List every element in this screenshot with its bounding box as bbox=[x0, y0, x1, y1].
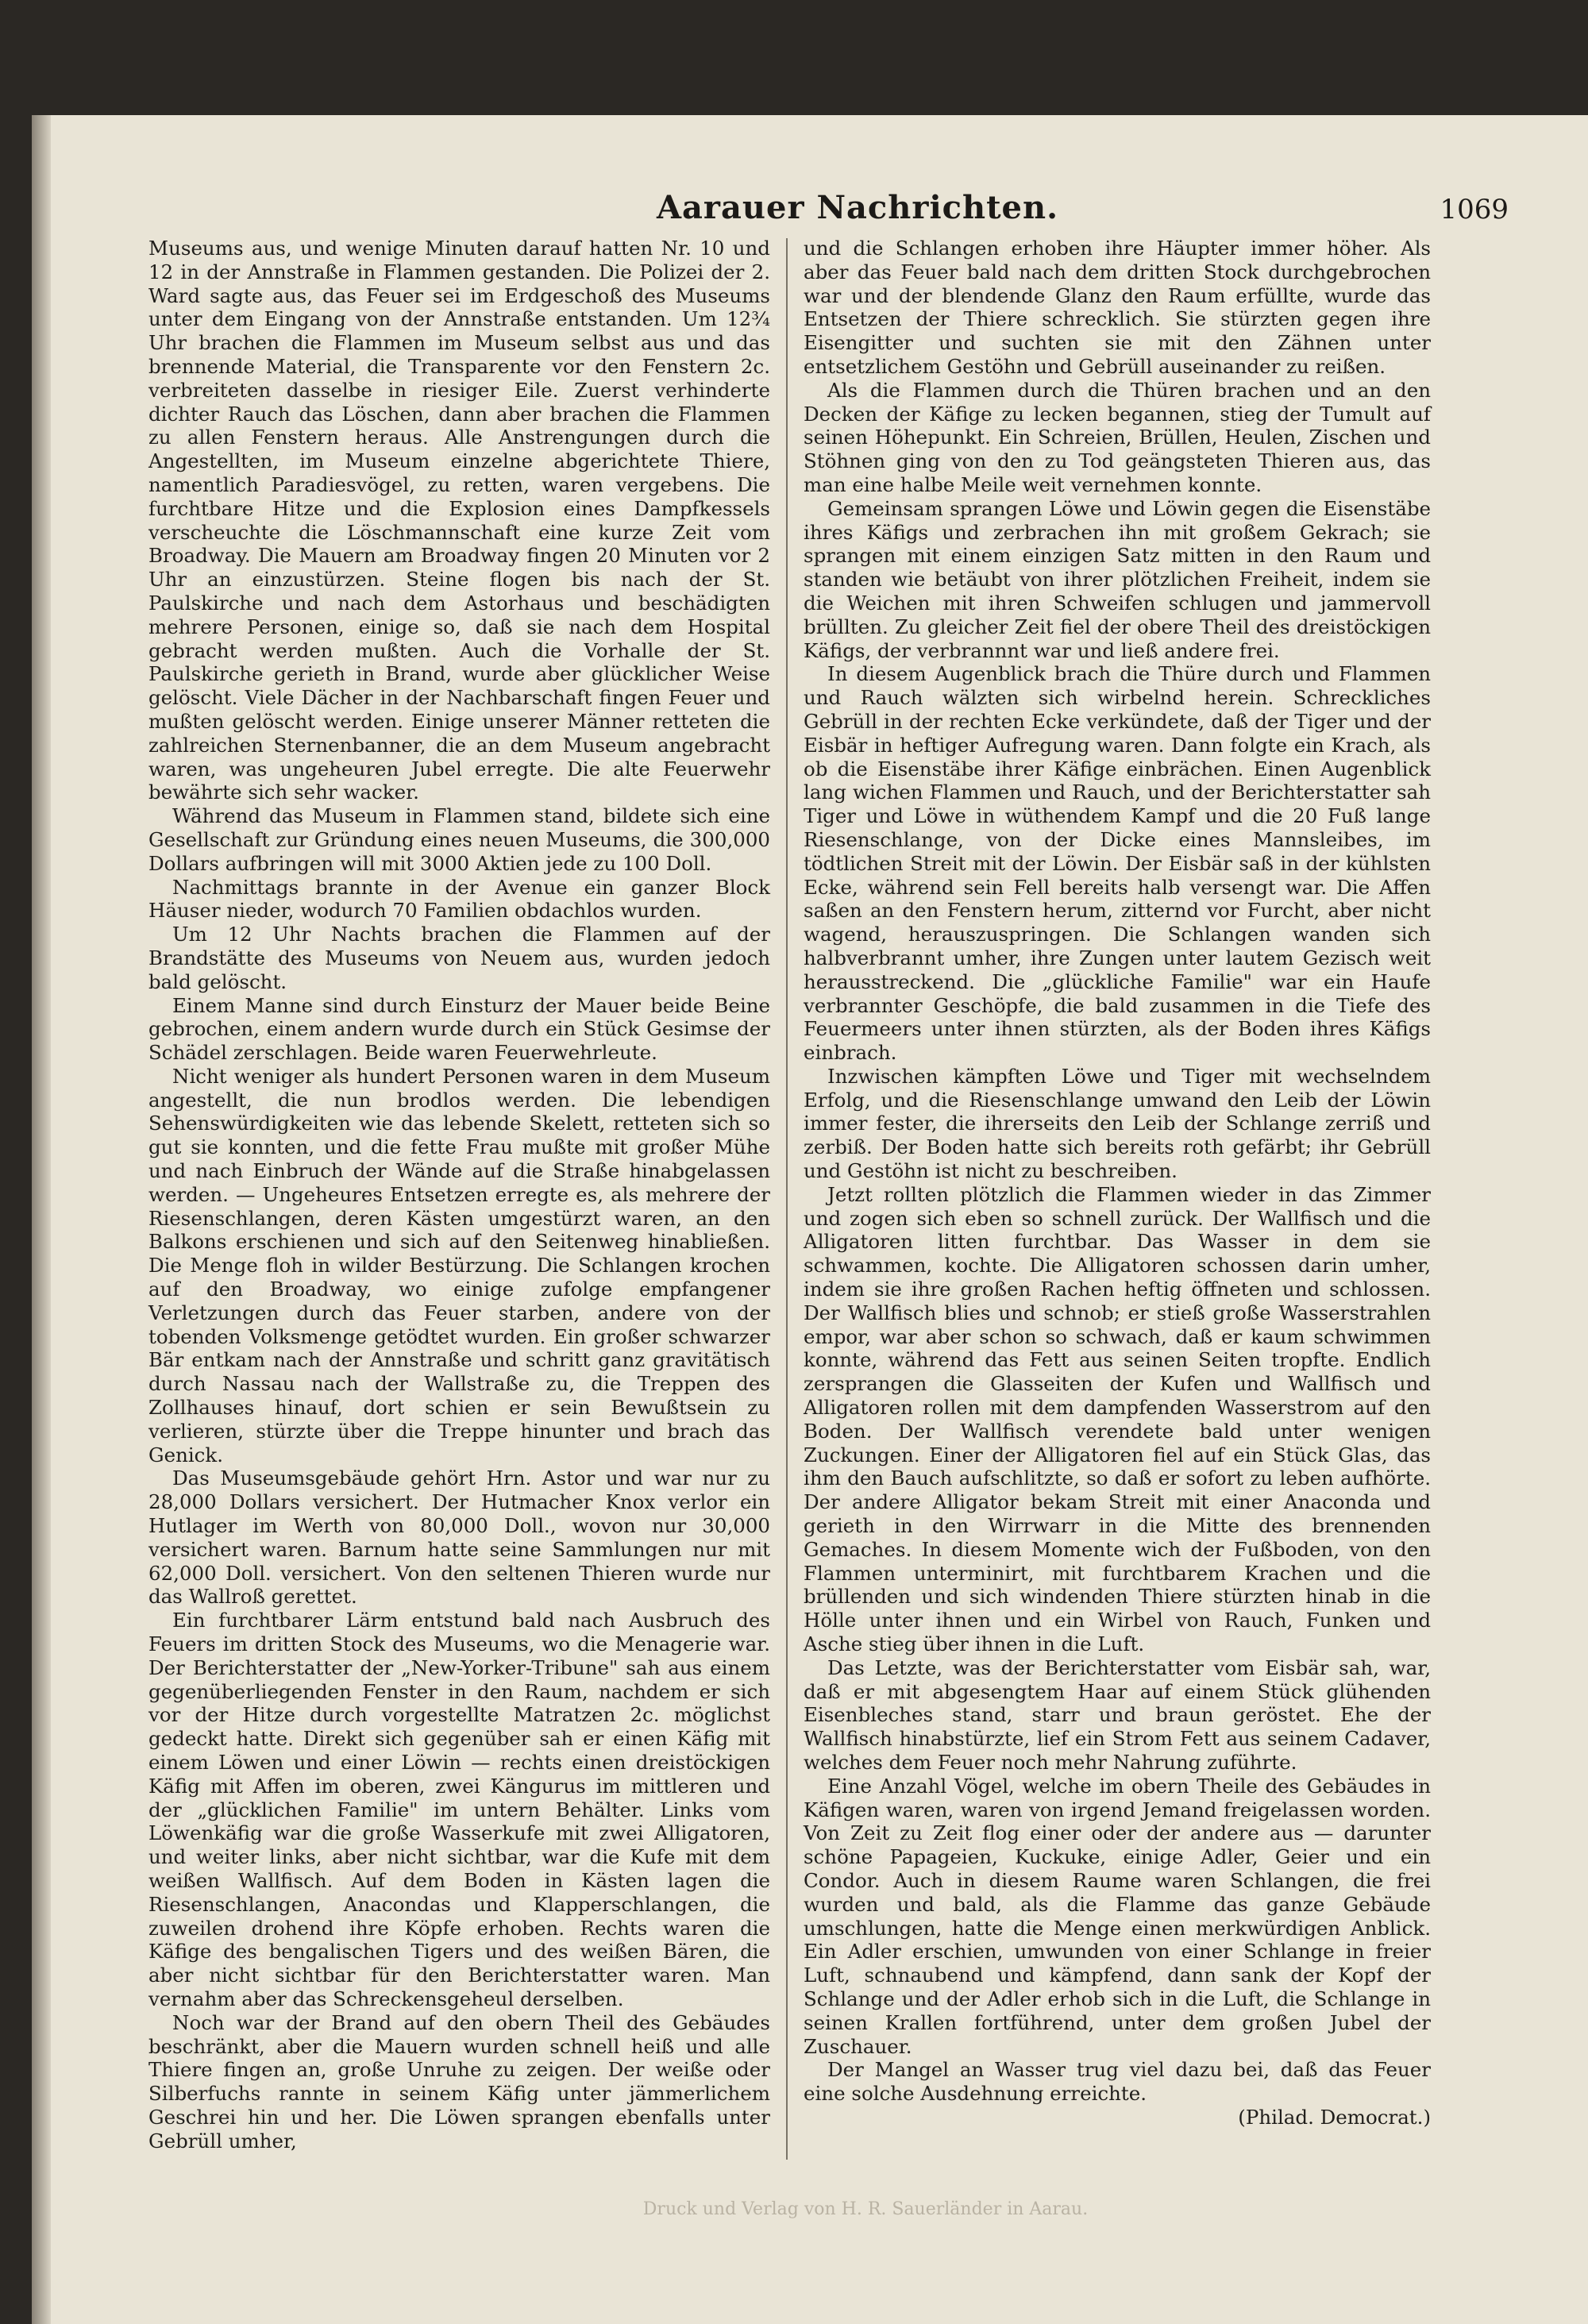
paragraph: und die Schlangen erhoben ihre Häupter immer höher. Als aber das Feuer bald nach dem dritten Stock durchgebrochen war und der blendende Glanz den Raum erfüllte, wurde das Entsetzen der Thiere schrecklich. Sie stürzten gegen ihre Eisengitter und suchten sie mit den Zähnen unter entsetzlichem Gestöhn und Gebrüll auseinander zu reißen. bbox=[804, 237, 1431, 378]
paragraph: Einem Manne sind durch Einsturz der Mauer beide Beine gebrochen, einem andern wurde durch ein Stück Gesimse der Schädel zerschlagen. Beide waren Feuerwehrleute. bbox=[148, 993, 770, 1065]
column-divider bbox=[786, 238, 788, 2160]
paragraph: Eine Anzahl Vögel, welche im obern Theile des Gebäudes in Käfigen waren, waren von irgend Jemand freigelassen worden. Von Zeit zu Zeit flog einer oder der andere aus — darunter schöne Papageien, Kuckuke, einige Adler, Geier und ein Condor. Auch in diesem Raume waren Schlangen, die frei wurden und bald, als die Flamme das ganze Gebäude umschlungen, hatte die Menge einen merkwürdigen Anblick. Ein Adler erschien, umwunden von einer Schlange in freier Luft, schnaubend und kämpfend, dann sank der Kopf der Schlange und der Adler erhob sich in die Luft, die Schlange in seinen Krallen fortführend, unter dem großen Jubel der Zuschauer. bbox=[804, 1774, 1431, 2058]
paragraph: Das Museumsgebäude gehört Hrn. Astor und war nur zu 28,000 Dollars versichert. Der Hutmacher Knox verlor ein Hutlager im Werth von 80,000 Doll., wovon nur 30,000 versichert waren. Barnum hatte seine Sammlungen nur mit 62,000 Doll. versichert. Von den seltenen Thieren wurde nur das Wallroß gerettet. bbox=[148, 1466, 770, 1609]
printer-imprint: Druck und Verlag von H. R. Sauerländer in Aarau. bbox=[642, 2199, 1089, 2219]
paragraph: Der Mangel an Wasser trug viel dazu bei, daß das Feuer eine solche Ausdehnung erreichte. bbox=[804, 2058, 1431, 2106]
paragraph: Nachmittags brannte in der Avenue ein ganzer Block Häuser nieder, wodurch 70 Familien obdachlos wurden. bbox=[148, 875, 770, 923]
paragraph: Als die Flammen durch die Thüren brachen und an den Decken der Käfige zu lecken begannen, stieg der Tumult auf seinen Höhepunkt. Ein Schreien, Brüllen, Heulen, Zischen und Stöhnen ging von den zu Tod geängsteten Thieren aus, das man eine halbe Meile weit vernehmen konnte. bbox=[804, 378, 1431, 496]
paragraph: Um 12 Uhr Nachts brachen die Flammen auf der Brandstätte des Museums von Neuem aus, wurden jedoch bald gelöscht. bbox=[148, 923, 770, 993]
paragraph: Das Letzte, was der Berichterstatter vom Eisbär sah, war, daß er mit abgesengtem Haar auf einem Stück glühenden Eisenbleches stand, starr und braun geröstet. Ehe der Wallfisch hinabstürzte, lief ein Strom Fett aus seinem Cadaver, welches dem Feuer noch mehr Nahrung zuführte. bbox=[804, 1655, 1431, 1774]
paragraph: Noch war der Brand auf den obern Theil des Gebäudes beschränkt, aber die Mauern wurden schnell heiß und alle Thiere fingen an, große Unruhe zu zeigen. Der weiße oder Silberfuchs rannte in seinem Käfig unter jämmerlichem Geschrei hin und her. Die Löwen sprangen ebenfalls unter Gebrüll umher, bbox=[148, 2010, 770, 2152]
binding-fold bbox=[32, 115, 51, 2324]
source-attribution: (Philad. Democrat.) bbox=[1238, 2105, 1431, 2129]
paragraph: Gemeinsam sprangen Löwe und Löwin gegen die Eisenstäbe ihres Käfigs und zerbrachen ihn mit großem Gekrach; sie sprangen mit einem einzigen Satz mitten in den Raum und standen wie betäubt von ihrer plötzlichen Freiheit, indem sie die Weichen mit ihren Schweifen schlugen und jammervoll brüllten. Zu gleicher Zeit fiel der obere Theil des dreistöckigen Käfigs, der verbrannnt war und ließ andere frei. bbox=[804, 496, 1431, 662]
page-header bbox=[0, 189, 1588, 237]
paragraph: Inzwischen kämpften Löwe und Tiger mit wechselndem Erfolg, und die Riesenschlange umwand den Leib der Löwin immer fester, die ihrerseits den Leib der Schlange zerriß und zerbiß. Der Boden hatte sich bereits roth gefärbt; ihr Gebrüll und Gestöhn ist nicht zu beschreiben. bbox=[804, 1064, 1431, 1183]
paragraph: Ein furchtbarer Lärm entstund bald nach Ausbruch des Feuers im dritten Stock des Museums, wo die Menagerie war. Der Berichterstatter der „New-Yorker-Tribune" sah aus einem gegenüberliegenden Fenster in den Raum, nachdem er sich vor der Hitze durch vorgestellte Matratzen 2c. möglichst gedeckt hatte. Direkt sich gegenüber sah er einen Käfig mit einem Löwen und einer Löwin — rechts einen dreistöckigen Käfig mit Affen im oberen, zwei Kängurus im mittleren und der „glücklichen Familie" im untern Behälter. Links vom Löwenkäfig war die große Wasserkufe mit zwei Alligatoren, und weiter links, aber nicht sichtbar, war die Kufe mit dem weißen Wallfisch. Auf dem Boden in Kästen lagen die Riesenschlangen, Anacondas und Klapperschlangen, die zuweilen drohend ihre Köpfe erhoben. Rechts waren die Käfige des bengalischen Tigers und des weißen Bären, die aber nicht sichtbar für den Berichterstatter waren. Man vernahm aber das Schreckensgeheul derselben. bbox=[148, 1609, 770, 2010]
left-column bbox=[148, 237, 770, 2174]
paragraph: Nicht weniger als hundert Personen waren in dem Museum angestellt, die nun brodlos werden. Die lebendigen Sehenswürdigkeiten wie das lebende Skelett, retteten sich so gut sie konnten, und die fette Frau mußte mit großer Mühe und nach Einbruch der Wände auf die Straße hinabgelassen werden. — Ungeheures Entsetzen erregte es, als mehrere der Riesenschlangen, deren Kästen umgestürzt waren, an den Balkons erschienen und sich auf den Seitenweg hinabließen. Die Menge floh in wilder Bestürzung. Die Schlangen krochen auf den Broadway, wo einige zufolge empfangener Verletzungen durch das Feuer starben, andere von der tobenden Volksmenge getödtet wurden. Ein großer schwarzer Bär entkam nach der Annstraße und schritt ganz gravitätisch durch Nassau nach der Wallstraße zu, die Treppen des Zollhauses hinauf, dort schien er sein Bewußtsein zu verlieren, stürzte über die Treppe hinunter und brach das Genick. bbox=[148, 1064, 770, 1466]
right-column bbox=[804, 237, 1431, 2174]
paragraph: In diesem Augenblick brach die Thüre durch und Flammen und Rauch wälzten sich wirbelnd herein. Schreckliches Gebrüll in der rechten Ecke verkündete, daß der Tiger und der Eisbär in heftiger Aufregung waren. Dann folgte ein Krach, als ob die Eisenstäbe ihrer Käfige einbrächen. Einen Augenblick lang wichen Flammen und Rauch, und der Berichterstatter sah Tiger und Löwe in wüthendem Kampf und die 20 Fuß lange Riesenschlange, von der Dicke eines Mannsleibes, im tödtlichen Streit mit der Löwin. Der Eisbär saß in der kühlsten Ecke, während sein Fell bereits halb versengt war. Die Affen saßen an den Fenstern herum, zitternd vor Furcht, aber nicht wagend, herauszuspringen. Die Schlangen wanden sich halbverbrannt umher, ihre Zungen unter lautem Gezisch weit herausstreckend. Die „glückliche Familie" war ein Haufe verbrannter Geschöpfe, die bald zusammen in die Tiefe des Feuermeers unter ihnen stürzten, als der Boden ihres Käfigs einbrach. bbox=[804, 662, 1431, 1065]
paragraph: Jetzt rollten plötzlich die Flammen wieder in das Zimmer und zogen sich eben so schnell zurück. Der Wallfisch und die Alligatoren litten furchtbar. Das Wasser in dem sie schwammen, kochte. Die Alligatoren schossen darin umher, indem sie ihre großen Rachen heftig öffneten und schlossen. Der Wallfisch blies und schnob; er stieß große Wasserstrahlen empor, war aber schon so schwach, daß er kaum schwimmen konnte, während das Fett aus seinen Seiten tropfte. Endlich zersprangen die Glasseiten der Kufen und Wallfisch und Alligatoren rollen mit dem dampfenden Wasserstrom auf den Boden. Der Wallfisch verendete bald unter wenigen Zuckungen. Einer der Alligatoren fiel auf ein Stück Glas, das ihm den Bauch aufschlitzte, so daß er sofort zu leben aufhörte. Der andere Alligator bekam Streit mit einer Anaconda und gerieth in den Wirrwarr in die Mitte des brennenden Gemaches. In diesem Momente wich der Fußboden, von den Flammen unterminirt, mit furchtbarem Krachen und die brüllenden und sich windenden Thiere stürzten hinab in die Hölle unter ihnen und ein Wirbel von Rauch, Funken und Asche stieg über ihnen in die Luft. bbox=[804, 1182, 1431, 1656]
newspaper-title: Aarauer Nachrichten. bbox=[656, 189, 1059, 226]
paragraph: Während das Museum in Flammen stand, bildete sich eine Gesellschaft zur Gründung eines neuen Museums, die 300,000 Dollars aufbringen will mit 3000 Aktien jede zu 100 Doll. bbox=[148, 804, 770, 875]
page-number: 1069 bbox=[1440, 194, 1509, 225]
paragraph: Museums aus, und wenige Minuten darauf hatten Nr. 10 und 12 in der Annstraße in Flammen gestanden. Die Polizei der 2. Ward sagte aus, das Feuer sei im Erdgeschoß des Museums unter dem Eingang von der Annstraße entstanden. Um 12¾ Uhr brachen die Flammen im Museum selbst aus und das brennende Material, die Transparente vor den Fenstern 2c. verbreiteten dasselbe in riesiger Eile. Zuerst verhinderte dichter Rauch das Löschen, dann aber brachen die Flammen zu allen Fenstern heraus. Alle Anstrengungen durch die Angestellten, im Museum einzelne abgerichtete Thiere, namentlich Paradiesvögel, zu retten, waren vergebens. Die furchtbare Hitze und die Explosion eines Dampfkessels verscheuchte die Löschmannschaft eine kurze Zeit vom Broadway. Die Mauern am Broadway fingen 20 Minuten vor 2 Uhr an einzustürzen. Steine flogen bis nach der St. Paulskirche und nach dem Astorhaus und beschädigten mehrere Personen, einige so, daß sie nach dem Hospital gebracht werden mußten. Auch die Vorhalle der St. Paulskirche gerieth in Brand, wurde aber glücklicher Weise gelöscht. Viele Dächer in der Nachbarschaft fingen Feuer und mußten gelöscht werden. Einige unserer Männer retteten die zahlreichen Sternenbanner, die an dem Museum angebracht waren, was ungeheuren Jubel erregte. Die alte Feuerwehr bewährte sich sehr wacker. bbox=[148, 237, 770, 804]
